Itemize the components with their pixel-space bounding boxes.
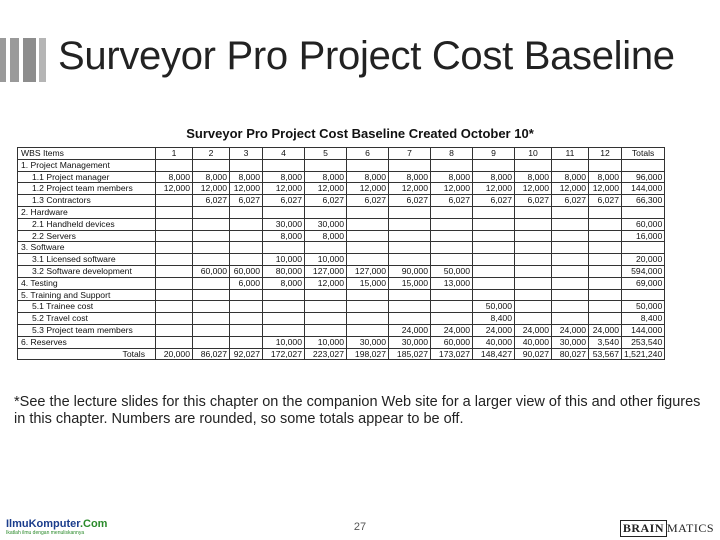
table-cell (230, 242, 263, 254)
table-cell: 66,300 (622, 195, 665, 207)
table-cell: 8,400 (622, 313, 665, 325)
table-cell (230, 230, 263, 242)
table-cell (552, 265, 589, 277)
table-cell: 6,027 (263, 195, 305, 207)
row-label-cell: 5. Training and Support (18, 289, 156, 301)
table-cell (347, 313, 389, 325)
row-label-cell: 4. Testing (18, 277, 156, 289)
table-cell: 8,000 (473, 171, 515, 183)
table-cell: 12,000 (230, 183, 263, 195)
table-cell (431, 218, 473, 230)
header-cell: 9 (473, 148, 515, 160)
header-cell: 3 (230, 148, 263, 160)
table-cell: 92,027 (230, 348, 263, 360)
table-cell (589, 277, 622, 289)
table-cell: 90,027 (515, 348, 552, 360)
table-cell (622, 289, 665, 301)
table-row (18, 206, 665, 218)
table-cell (552, 159, 589, 171)
table-cell (552, 289, 589, 301)
table-cell (347, 159, 389, 171)
table-cell (515, 159, 552, 171)
table-row (18, 242, 665, 254)
table-cell (473, 254, 515, 266)
cost-baseline-table (17, 147, 665, 360)
table-cell: 12,000 (589, 183, 622, 195)
table-cell (473, 159, 515, 171)
table-cell (263, 242, 305, 254)
header-cell: 7 (389, 148, 431, 160)
table-cell (431, 230, 473, 242)
brand-rest: MATICS (666, 521, 714, 535)
table-cell (156, 277, 193, 289)
table-cell: 8,000 (263, 230, 305, 242)
table-cell (622, 242, 665, 254)
table-cell (473, 289, 515, 301)
table-cell: 8,000 (552, 171, 589, 183)
row-label-cell: 3.2 Software development (18, 265, 156, 277)
table-cell: 60,000 (622, 218, 665, 230)
table-cell: 24,000 (552, 324, 589, 336)
table-cell: 53,567 (589, 348, 622, 360)
table-cell (589, 218, 622, 230)
table-cell (473, 206, 515, 218)
table-cell (193, 242, 230, 254)
table-cell (305, 301, 347, 313)
table-header-row (18, 148, 665, 160)
table-cell (552, 301, 589, 313)
table-cell: 12,000 (515, 183, 552, 195)
table-cell (347, 324, 389, 336)
table-cell: 30,000 (552, 336, 589, 348)
table-cell: 8,400 (473, 313, 515, 325)
row-label-cell: 1.1 Project manager (18, 171, 156, 183)
table-cell: 1,521,240 (622, 348, 665, 360)
table-cell (515, 206, 552, 218)
table-cell: 12,000 (473, 183, 515, 195)
table-cell: 30,000 (347, 336, 389, 348)
table-cell: 30,000 (389, 336, 431, 348)
table-cell (515, 313, 552, 325)
table-cell (431, 206, 473, 218)
table-cell (389, 254, 431, 266)
table-cell: 8,000 (515, 171, 552, 183)
table-cell (552, 254, 589, 266)
table-cell (473, 218, 515, 230)
table-cell (389, 289, 431, 301)
table-row (18, 289, 665, 301)
table-row (18, 195, 665, 207)
table-cell (552, 206, 589, 218)
table-cell (230, 218, 263, 230)
table-cell (230, 324, 263, 336)
table-cell (589, 159, 622, 171)
table-cell (431, 289, 473, 301)
table-cell (193, 277, 230, 289)
brand-box: BRAIN (620, 520, 667, 537)
table-cell (193, 289, 230, 301)
row-label-cell: 5.3 Project team members (18, 324, 156, 336)
row-label-cell: 2.1 Handheld devices (18, 218, 156, 230)
table-cell: 12,000 (193, 183, 230, 195)
brand-dot: .Com (79, 518, 108, 530)
table-cell (431, 313, 473, 325)
header-cell: 5 (305, 148, 347, 160)
table-cell: 24,000 (473, 324, 515, 336)
table-cell: 10,000 (263, 336, 305, 348)
table-cell (305, 206, 347, 218)
table-cell (305, 159, 347, 171)
table-cell (193, 324, 230, 336)
table-cell (347, 218, 389, 230)
table-cell: 172,027 (263, 348, 305, 360)
table-cell: 8,000 (263, 277, 305, 289)
table-cell (431, 254, 473, 266)
table-title: Surveyor Pro Project Cost Baseline Created October 10* (186, 126, 534, 141)
table-cell (230, 159, 263, 171)
table-cell (515, 301, 552, 313)
table-cell (515, 265, 552, 277)
table-cell: 60,000 (230, 265, 263, 277)
table-cell (347, 289, 389, 301)
table-cell (515, 218, 552, 230)
table-cell (193, 230, 230, 242)
table-cell (230, 206, 263, 218)
table-cell (589, 206, 622, 218)
brand-main: IlmuKomputer (6, 518, 80, 530)
table-cell (193, 218, 230, 230)
table-cell: 20,000 (156, 348, 193, 360)
table-cell (389, 242, 431, 254)
table-cell: 6,027 (347, 195, 389, 207)
table-cell: 8,000 (305, 230, 347, 242)
table-cell (156, 336, 193, 348)
page-number: 27 (353, 521, 367, 533)
table-cell (156, 195, 193, 207)
table-cell: 20,000 (622, 254, 665, 266)
table-cell (515, 289, 552, 301)
table-cell: 15,000 (347, 277, 389, 289)
table-cell (589, 265, 622, 277)
table-cell (263, 206, 305, 218)
table-cell (515, 254, 552, 266)
table-row (18, 277, 665, 289)
table-cell: 90,000 (389, 265, 431, 277)
table-cell (589, 254, 622, 266)
table-cell (589, 313, 622, 325)
table-row (18, 254, 665, 266)
table-cell: 6,027 (431, 195, 473, 207)
table-cell: 86,027 (193, 348, 230, 360)
table-cell: 60,000 (431, 336, 473, 348)
table-cell (515, 230, 552, 242)
table-cell: 6,027 (552, 195, 589, 207)
header-cell: 11 (552, 148, 589, 160)
table-cell: 6,027 (589, 195, 622, 207)
table-cell (156, 159, 193, 171)
header-cell: Totals (622, 148, 665, 160)
table-cell: 40,000 (473, 336, 515, 348)
table-cell (515, 277, 552, 289)
table-cell: 24,000 (589, 324, 622, 336)
table-cell (552, 218, 589, 230)
table-cell: 6,027 (230, 195, 263, 207)
table-cell: 185,027 (389, 348, 431, 360)
header-cell: 2 (193, 148, 230, 160)
row-label-cell: 1. Project Management (18, 159, 156, 171)
table-cell (389, 230, 431, 242)
table-cell: 127,000 (347, 265, 389, 277)
header-cell: 4 (263, 148, 305, 160)
table-cell: 12,000 (156, 183, 193, 195)
table-cell (230, 301, 263, 313)
table-cell (431, 159, 473, 171)
table-row (18, 159, 665, 171)
table-cell: 60,000 (193, 265, 230, 277)
table-cell (156, 218, 193, 230)
table-cell: 12,000 (431, 183, 473, 195)
footer-logo-right (620, 520, 714, 537)
table-cell (515, 242, 552, 254)
table-cell (156, 242, 193, 254)
table-cell (193, 159, 230, 171)
table-cell (230, 336, 263, 348)
table-cell: 12,000 (347, 183, 389, 195)
table-cell: 50,000 (622, 301, 665, 313)
row-label-cell: 5.2 Travel cost (18, 313, 156, 325)
table-cell (389, 313, 431, 325)
table-cell (552, 242, 589, 254)
header-cell: 10 (515, 148, 552, 160)
table-cell (263, 159, 305, 171)
row-label-cell: 1.2 Project team members (18, 183, 156, 195)
table-cell (431, 301, 473, 313)
table-cell (263, 301, 305, 313)
table-cell (347, 254, 389, 266)
table-cell: 40,000 (515, 336, 552, 348)
table-cell: 80,027 (552, 348, 589, 360)
row-label-cell: 3.1 Licensed software (18, 254, 156, 266)
header-cell: 8 (431, 148, 473, 160)
table-cell (552, 313, 589, 325)
table-cell: 16,000 (622, 230, 665, 242)
table-cell (263, 313, 305, 325)
table-cell (473, 230, 515, 242)
table-cell (305, 313, 347, 325)
table-cell (305, 289, 347, 301)
table-row (18, 218, 665, 230)
brand-tagline: Ikatlah ilmu dengan menuliskannya (6, 530, 85, 536)
table-row (18, 301, 665, 313)
table-cell (193, 313, 230, 325)
table-cell: 24,000 (431, 324, 473, 336)
table-cell (347, 206, 389, 218)
table-cell (156, 324, 193, 336)
table-cell: 144,000 (622, 183, 665, 195)
table-row (18, 230, 665, 242)
table-cell: 148,427 (473, 348, 515, 360)
table-cell (193, 254, 230, 266)
table-cell (589, 230, 622, 242)
table-row (18, 313, 665, 325)
table-cell: 12,000 (305, 277, 347, 289)
table-cell (193, 336, 230, 348)
table-cell (389, 206, 431, 218)
table-cell (347, 230, 389, 242)
row-label-cell: 2.2 Servers (18, 230, 156, 242)
table-cell (305, 242, 347, 254)
table-cell (347, 301, 389, 313)
table-cell (156, 313, 193, 325)
table-cell: 50,000 (473, 301, 515, 313)
table-cell (589, 289, 622, 301)
header-label-cell: WBS Items (18, 148, 156, 160)
table-cell (552, 277, 589, 289)
footnote: *See the lecture slides for this chapter on the companion Web site for a larger view of this and other figures in this chapter. Numbers are rounded, so some totals appear to be off. (14, 394, 701, 427)
table-cell: 594,000 (622, 265, 665, 277)
table-cell: 10,000 (305, 254, 347, 266)
table-cell: 6,027 (305, 195, 347, 207)
table-cell: 8,000 (389, 171, 431, 183)
row-label-cell: Totals (18, 348, 156, 360)
table-cell (389, 159, 431, 171)
table-cell (193, 301, 230, 313)
table-cell (589, 301, 622, 313)
table-cell: 12,000 (305, 183, 347, 195)
table-cell: 6,000 (230, 277, 263, 289)
table-cell: 198,027 (347, 348, 389, 360)
table-cell: 8,000 (347, 171, 389, 183)
table-cell: 6,027 (193, 195, 230, 207)
table-cell: 173,027 (431, 348, 473, 360)
table-cell: 96,000 (622, 171, 665, 183)
table-cell (230, 313, 263, 325)
table-cell (263, 289, 305, 301)
table-cell (156, 301, 193, 313)
table-cell: 30,000 (263, 218, 305, 230)
table-cell (263, 324, 305, 336)
row-label-cell: 5.1 Trainee cost (18, 301, 156, 313)
table-cell (552, 230, 589, 242)
slide-title: Surveyor Pro Project Cost Baseline (58, 34, 675, 78)
table-cell (230, 289, 263, 301)
row-label-cell: 2. Hardware (18, 206, 156, 218)
table-cell (156, 289, 193, 301)
table-cell (193, 206, 230, 218)
table-cell: 6,027 (473, 195, 515, 207)
title-decoration-bars (0, 38, 46, 82)
table-cell (156, 254, 193, 266)
header-cell: 12 (589, 148, 622, 160)
table-cell: 8,000 (589, 171, 622, 183)
table-cell (230, 254, 263, 266)
table-cell (389, 218, 431, 230)
table-cell: 30,000 (305, 218, 347, 230)
table-cell: 13,000 (431, 277, 473, 289)
table-cell: 8,000 (230, 171, 263, 183)
table-cell: 24,000 (389, 324, 431, 336)
table-cell: 80,000 (263, 265, 305, 277)
header-cell: 6 (347, 148, 389, 160)
table-cell (156, 206, 193, 218)
table-cell (305, 324, 347, 336)
table-row (18, 171, 665, 183)
table-cell: 223,027 (305, 348, 347, 360)
header-cell: 1 (156, 148, 193, 160)
table-cell (589, 242, 622, 254)
table-cell: 24,000 (515, 324, 552, 336)
table-cell (347, 242, 389, 254)
table-cell: 8,000 (263, 171, 305, 183)
table-cell: 8,000 (193, 171, 230, 183)
table-cell: 144,000 (622, 324, 665, 336)
table-cell (473, 242, 515, 254)
row-label-cell: 6. Reserves (18, 336, 156, 348)
table-cell: 8,000 (156, 171, 193, 183)
table-cell: 69,000 (622, 277, 665, 289)
row-label-cell: 3. Software (18, 242, 156, 254)
table-row (18, 265, 665, 277)
table-row (18, 336, 665, 348)
table-cell: 12,000 (263, 183, 305, 195)
table-cell: 127,000 (305, 265, 347, 277)
table-row (18, 324, 665, 336)
table-cell (156, 230, 193, 242)
table-cell (431, 242, 473, 254)
table-cell: 8,000 (305, 171, 347, 183)
table-row (18, 348, 665, 360)
table-cell (156, 265, 193, 277)
table-cell: 6,027 (515, 195, 552, 207)
table-cell: 10,000 (305, 336, 347, 348)
table-cell: 8,000 (431, 171, 473, 183)
table-cell: 50,000 (431, 265, 473, 277)
table-cell (389, 301, 431, 313)
row-label-cell: 1.3 Contractors (18, 195, 156, 207)
table-cell: 253,540 (622, 336, 665, 348)
table-cell: 10,000 (263, 254, 305, 266)
table-cell (622, 159, 665, 171)
table-cell: 12,000 (389, 183, 431, 195)
table-cell (473, 277, 515, 289)
table-cell (473, 265, 515, 277)
table-cell: 3,540 (589, 336, 622, 348)
table-cell: 15,000 (389, 277, 431, 289)
table-cell: 12,000 (552, 183, 589, 195)
table-cell (622, 206, 665, 218)
table-row (18, 183, 665, 195)
table-cell: 6,027 (389, 195, 431, 207)
